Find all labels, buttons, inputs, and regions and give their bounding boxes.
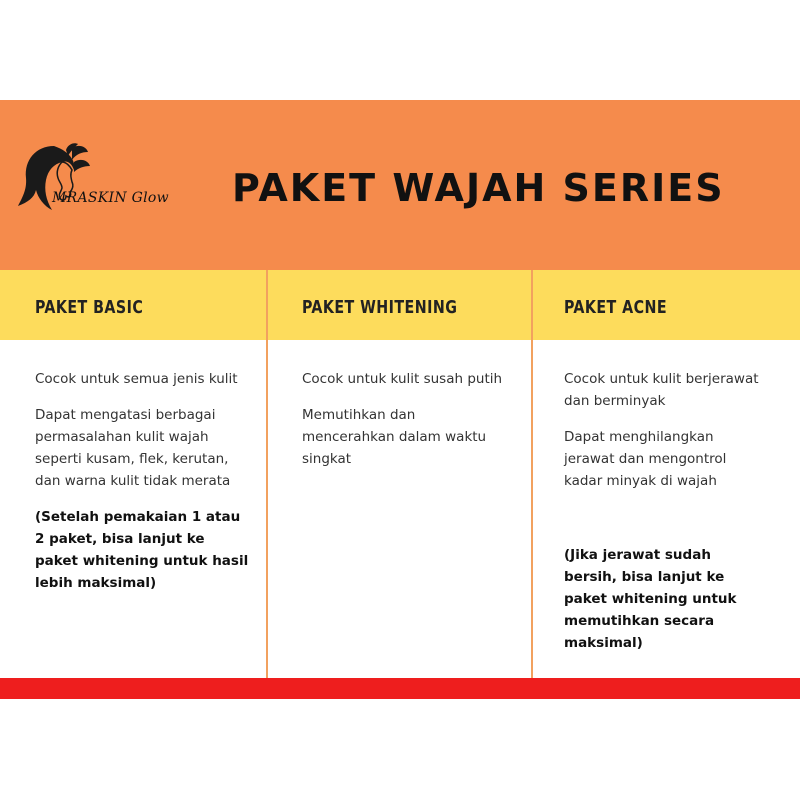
package-note: (Jika jerawat sudah bersih, bisa lanjut ke paket whitening untuk memutihkan secara maksimal) [564, 547, 737, 651]
package-suitability: Cocok untuk semua jenis kulit [35, 371, 238, 387]
package-column-basic [35, 368, 250, 608]
package-name-basic: PAKET BASIC [35, 297, 144, 318]
package-benefit: Memutihkan dan mencerahkan dalam waktu singkat [302, 407, 487, 467]
package-benefit: Dapat mengatasi berbagai permasalahan kulit wajah seperti kusam, flek, kerutan, dan warna kulit tidak merata [35, 407, 231, 489]
package-header-row [0, 270, 800, 340]
brand-logo [14, 140, 184, 220]
package-name-whitening: PAKET WHITENING [302, 297, 458, 318]
package-suitability: Cocok untuk kulit berjerawat dan berminyak [564, 371, 759, 409]
woman-silhouette-icon [14, 140, 94, 220]
column-divider [531, 270, 533, 678]
title-banner [0, 100, 800, 270]
package-name-acne: PAKET ACNE [564, 297, 668, 318]
page-title: PAKET WAJAH SERIES [232, 166, 725, 210]
bottom-bar [0, 678, 800, 699]
column-divider [266, 270, 268, 678]
package-benefit: Dapat menghilangkan jerawat dan mengontrol kadar minyak di wajah [564, 429, 727, 489]
package-suitability: Cocok untuk kulit susah putih [302, 371, 503, 387]
package-column-acne [564, 368, 759, 668]
brand-logo-text: MRASKIN Glow [52, 190, 169, 206]
package-column-whitening [302, 368, 512, 484]
package-note: (Setelah pemakaian 1 atau 2 paket, bisa lanjut ke paket whitening untuk hasil lebih maksimal) [35, 509, 249, 591]
